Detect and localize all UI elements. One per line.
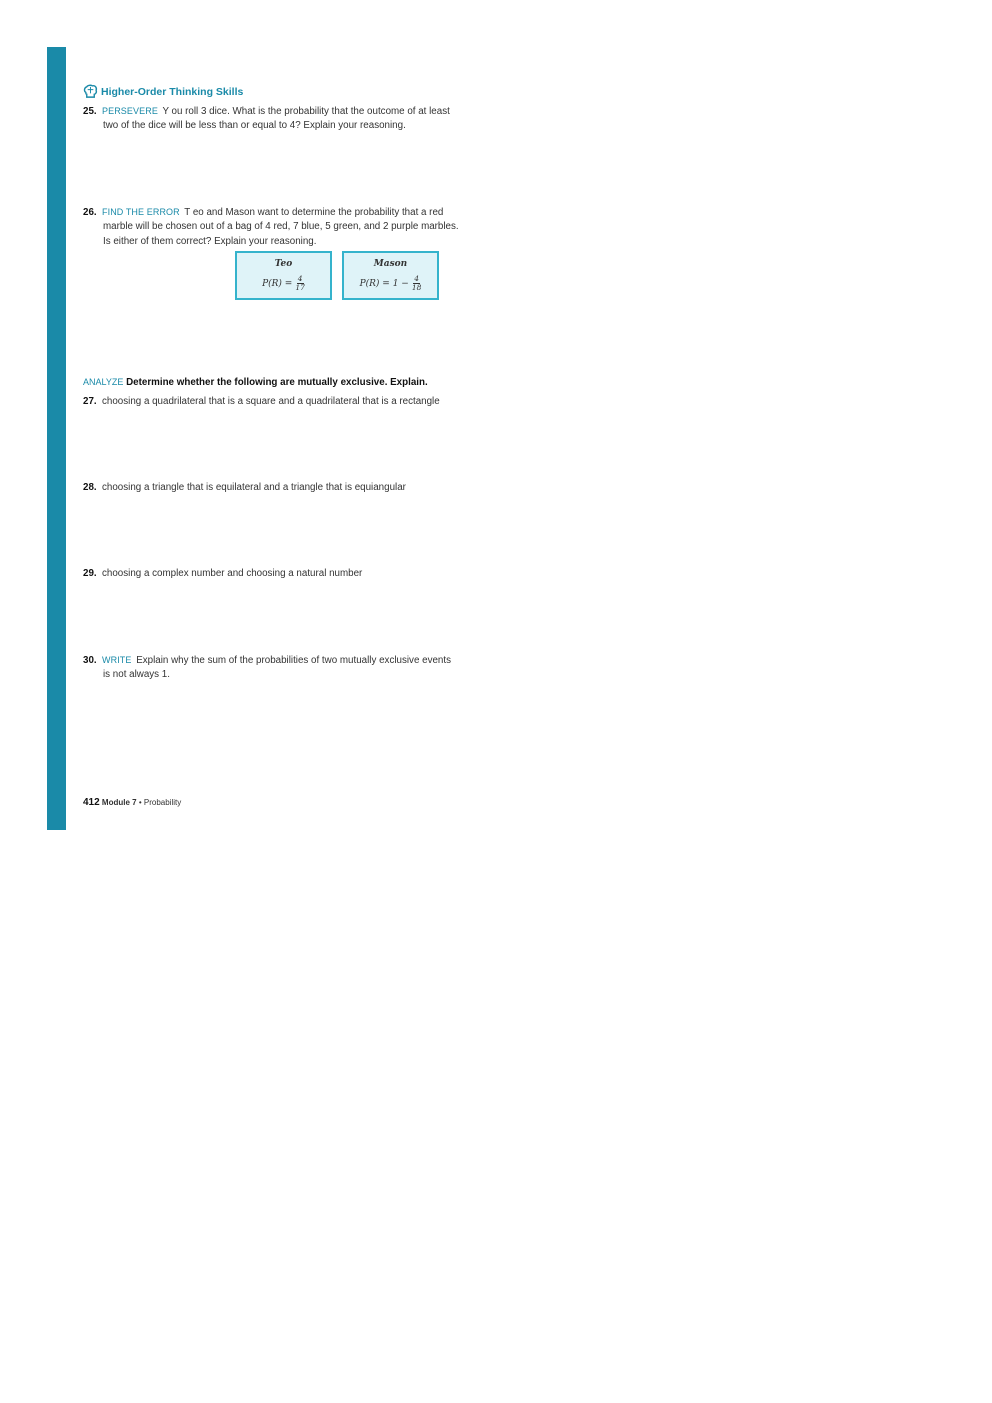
question-25 [83,104,513,134]
section-title: Higher-Order Thinking Skills [101,85,244,98]
question-text: T eo and Mason want to determine the probability that a red [184,207,444,218]
question-tag: PERSEVERE [102,106,158,116]
analyze-text: Determine whether the following are mutually exclusive. Explain. [126,377,428,388]
question-number: 25. [83,106,97,117]
question-text-cont: is not always 1. [103,669,170,681]
denominator: 18 [411,283,422,292]
denominator: 17 [295,283,305,292]
expression-lhs: P(R) = [262,278,293,289]
question-text: choosing a triangle that is equilateral and a triangle that is equiangular [102,482,406,493]
page-number: 412 [83,797,100,808]
numerator: 4 [414,274,419,283]
footer-separator: • [138,798,142,807]
question-text: Explain why the sum of the probabilities of two mutually exclusive events [136,655,451,666]
question-number: 30. [83,655,97,666]
student-name: Mason [373,259,408,269]
question-number: 27. [83,396,97,407]
module-label: Module 7 [101,798,137,807]
question-tag: WRITE [102,655,132,665]
question-text-cont: two of the dice will be less than or equal to 4? Explain your reasoning. [103,120,406,132]
fraction [412,275,422,292]
question-number: 28. [83,482,97,493]
side-color-bar [47,47,66,830]
question-text-cont: marble will be chosen out of a bag of 4 red, 7 blue, 5 green, and 2 purple marbles. [103,221,459,233]
section-header [83,84,243,99]
analyze-instruction [83,377,428,388]
expression-lhs: P(R) = 1 − [359,278,409,289]
question-tag: FIND THE ERROR [102,207,180,217]
question-number: 26. [83,207,97,218]
question-text-cont: Is either of them correct? Explain your reasoning. [103,235,317,247]
brain-icon [83,84,98,99]
analyze-tag: ANALYZE [83,377,124,387]
question-28 [83,481,513,495]
probability-expression [237,275,330,292]
footer-topic: Probability [143,798,182,807]
teo-work-box [235,251,332,300]
numerator: 4 [297,274,303,283]
question-29 [83,567,513,581]
question-text: choosing a quadrilateral that is a square and a quadrilateral that is a rectangle [102,396,440,407]
question-26 [83,205,523,249]
question-27 [83,395,513,409]
fraction [295,275,305,292]
question-30 [83,653,513,683]
probability-expression [344,275,437,292]
question-text: Y ou roll 3 dice. What is the probability that the outcome of at least [162,106,450,117]
student-name: Teo [274,259,293,269]
question-text: choosing a complex number and choosing a natural number [102,568,363,579]
page-footer [83,797,181,808]
question-number: 29. [83,568,97,579]
mason-work-box [342,251,439,300]
